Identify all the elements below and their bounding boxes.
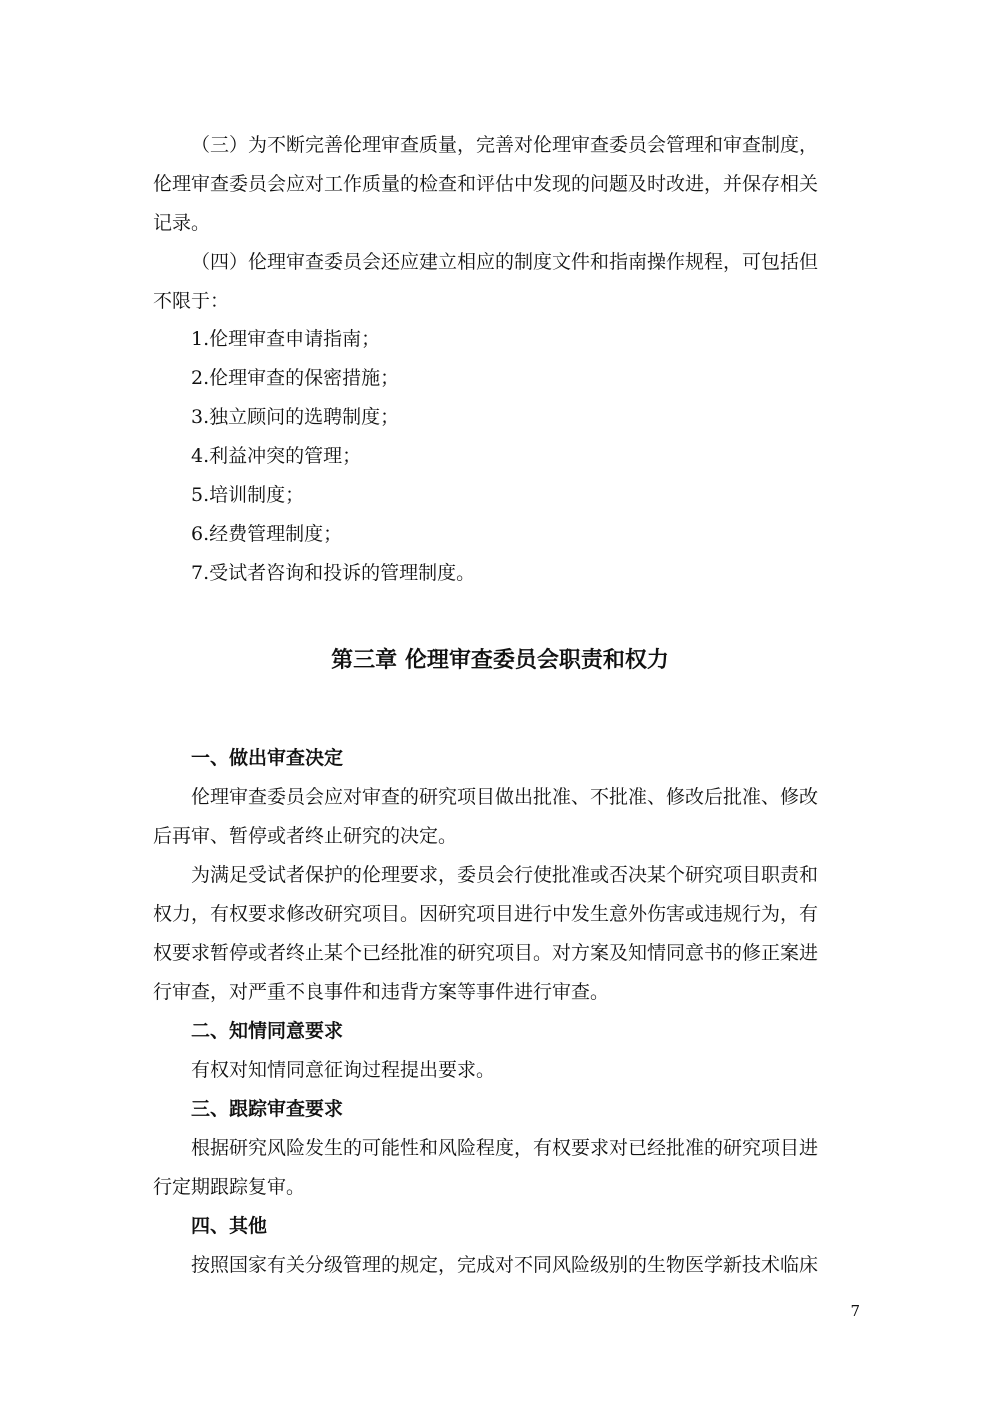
section-1-para-1-line-2: 后再审、暂停或者终止研究的决定。 xyxy=(153,825,458,847)
section-4-para-line-1: 按照国家有关分级管理的规定，完成对不同风险级别的生物医学新技术临床 xyxy=(191,1254,819,1276)
section-1-para-2-line-3: 权要求暂停或者终止某个已经批准的研究项目。对方案及知情同意书的修正案进 xyxy=(153,942,819,964)
paragraph-3-line-1: （三）为不断完善伦理审查质量，完善对伦理审查委员会管理和审查制度， xyxy=(191,134,819,156)
list-item: 6.经费管理制度； xyxy=(191,523,343,545)
list-item: 4.利益冲突的管理； xyxy=(191,445,362,467)
paragraph-3-line-2: 伦理审查委员会应对工作质量的检查和评估中发现的问题及时改进，并保存相关 xyxy=(153,173,819,195)
section-1-para-1-line-1: 伦理审查委员会应对审查的研究项目做出批准、不批准、修改后批准、修改 xyxy=(191,786,819,808)
section-1-para-2-line-4: 行审查，对严重不良事件和违背方案等事件进行审查。 xyxy=(153,981,610,1003)
page-number: 7 xyxy=(850,1302,860,1320)
section-1-para-2-line-1: 为满足受试者保护的伦理要求，委员会行使批准或否决某个研究项目职责和 xyxy=(191,864,819,886)
section-heading-4: 四、其他 xyxy=(191,1215,268,1237)
paragraph-4-line-2: 不限于： xyxy=(153,290,230,312)
chapter-title: 第三章 伦理审查委员会职责和权力 xyxy=(331,648,669,673)
section-2-para-line-1: 有权对知情同意征询过程提出要求。 xyxy=(191,1059,496,1081)
section-3-para-line-1: 根据研究风险发生的可能性和风险程度，有权要求对已经批准的研究项目进 xyxy=(191,1137,819,1159)
section-heading-1: 一、做出审查决定 xyxy=(191,747,344,769)
list-item: 5.培训制度； xyxy=(191,484,305,506)
paragraph-4-line-1: （四）伦理审查委员会还应建立相应的制度文件和指南操作规程，可包括但 xyxy=(191,251,819,273)
list-item: 2.伦理审查的保密措施； xyxy=(191,367,400,389)
list-item: 1.伦理审查申请指南； xyxy=(191,328,381,350)
list-item: 7.受试者咨询和投诉的管理制度。 xyxy=(191,562,476,584)
list-item: 3.独立顾问的选聘制度； xyxy=(191,406,400,428)
section-heading-3: 三、跟踪审查要求 xyxy=(191,1098,344,1120)
paragraph-3-line-3: 记录。 xyxy=(153,212,211,234)
section-1-para-2-line-2: 权力，有权要求修改研究项目。因研究项目进行中发生意外伤害或违规行为，有 xyxy=(153,903,819,925)
section-heading-2: 二、知情同意要求 xyxy=(191,1020,344,1042)
section-3-para-line-2: 行定期跟踪复审。 xyxy=(153,1176,306,1198)
